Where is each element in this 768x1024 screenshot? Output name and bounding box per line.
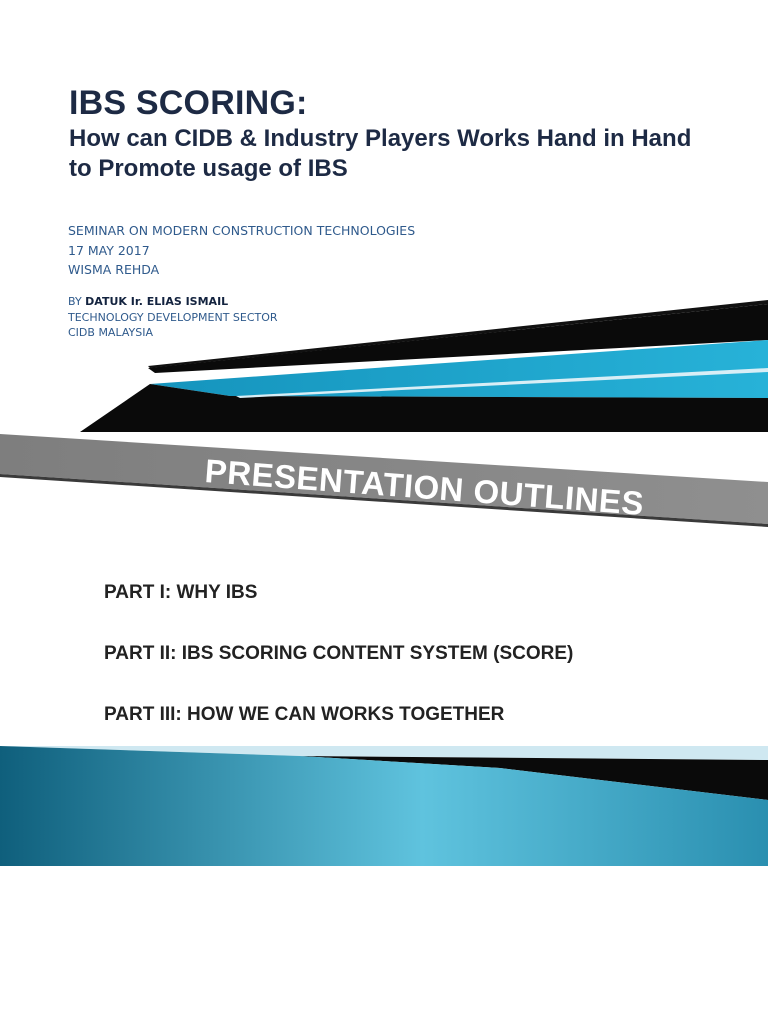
- author-department: TECHNOLOGY DEVELOPMENT SECTOR: [68, 310, 278, 324]
- event-name: SEMINAR ON MODERN CONSTRUCTION TECHNOLOGIES: [68, 223, 416, 238]
- outline-list: [104, 580, 573, 763]
- event-venue: WISMA REHDA: [68, 262, 160, 277]
- author-line: [68, 294, 278, 310]
- outline-banner-title: PRESENTATION OUTLINES: [203, 452, 646, 522]
- presentation-title: IBS SCORING:: [69, 84, 308, 122]
- title-slide: [0, 68, 768, 432]
- event-date: 17 MAY 2017: [68, 242, 150, 258]
- event-details: [68, 221, 415, 280]
- outline-item-part-1: PART I: WHY IBS: [104, 582, 258, 603]
- author-prefix: BY: [68, 295, 82, 308]
- outline-item-part-2: PART II: IBS SCORING CONTENT SYSTEM (SCORE): [104, 643, 574, 664]
- outline-slide: [0, 432, 768, 866]
- author-name: DATUK Ir. ELIAS ISMAIL: [85, 295, 229, 308]
- outline-item-part-3: PART III: HOW WE CAN WORKS TOGETHER: [104, 704, 505, 725]
- author-details: [68, 294, 278, 341]
- author-organization: CIDB MALAYSIA: [68, 326, 153, 339]
- presentation-subtitle: How can CIDB & Industry Players Works Hand in Hand to Promote usage of IBS: [69, 125, 692, 182]
